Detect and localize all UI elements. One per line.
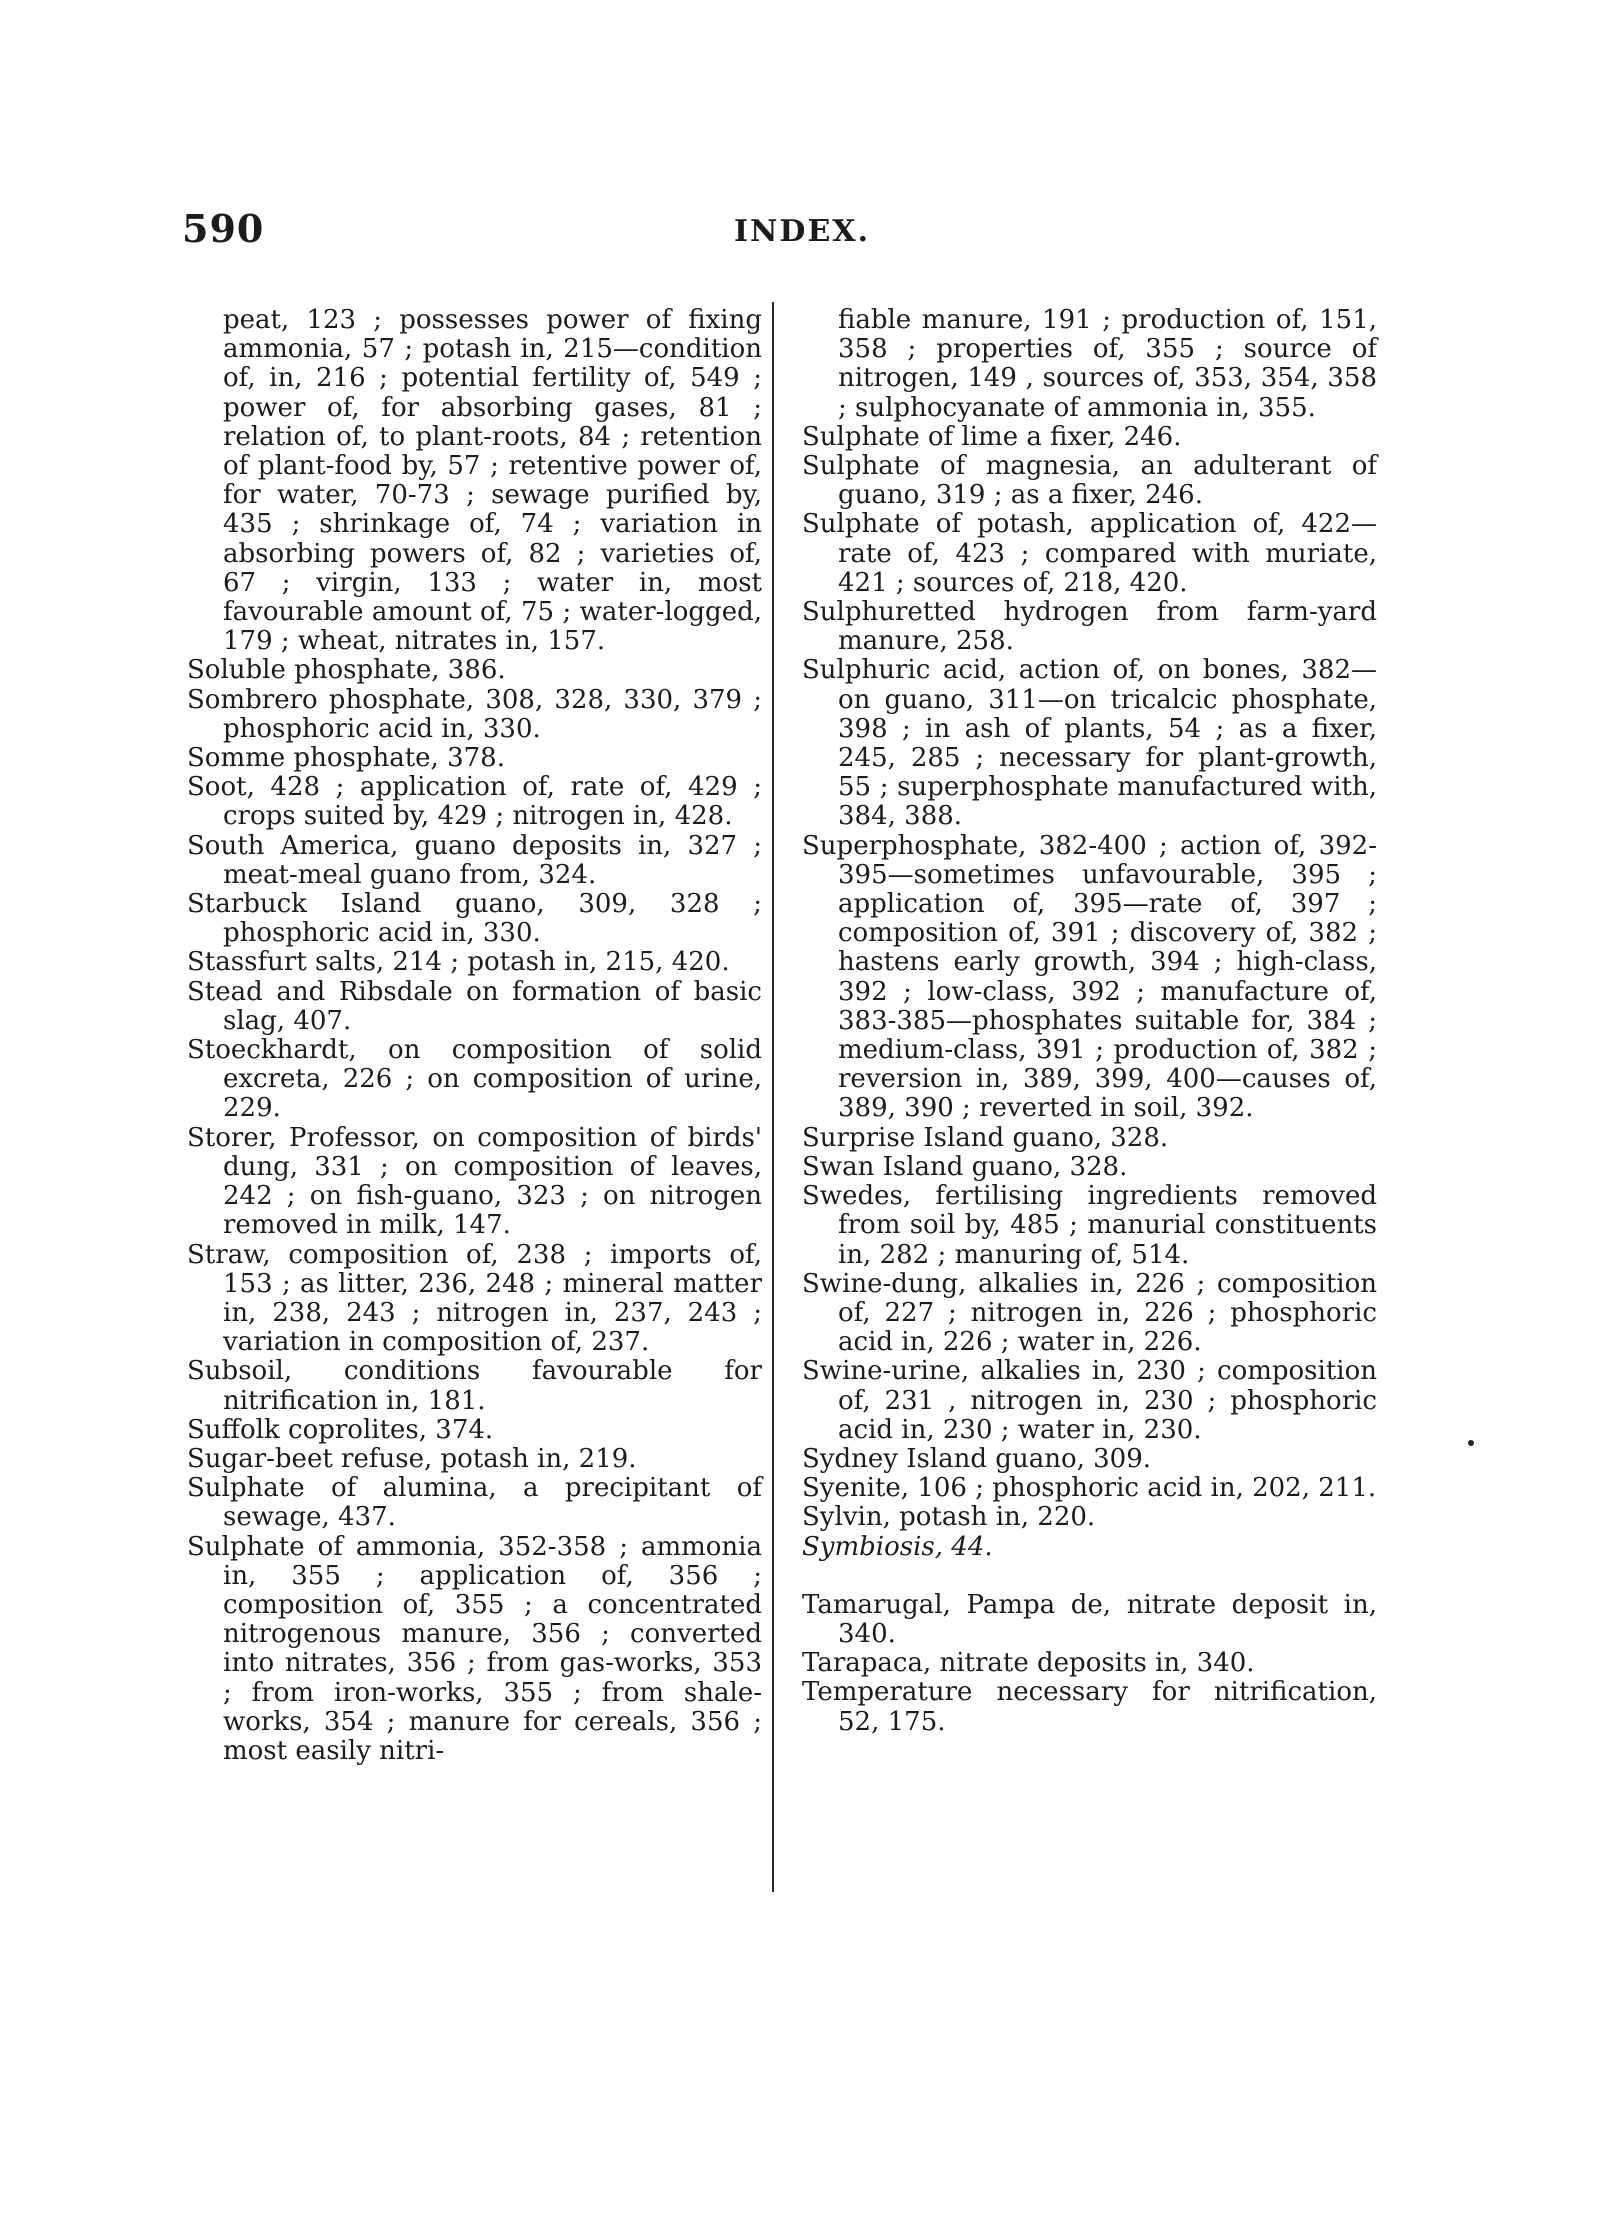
index-entry: Swan Island guano, 328. [802,1151,1128,1182]
running-head: INDEX. [733,214,871,249]
index-entry: Sulphate of alumina, a precipitant of sewage, 437. [187,1473,762,1533]
index-column-right [802,306,1377,1737]
index-entry: Sombrero phosphate, 308, 328, 330, 379 ; phosphoric acid in, 330. [187,684,762,744]
index-entry: Somme phosphate, 378. [187,743,505,774]
index-entry: Storer, Professor, on composition of birds' dung, 331 ; on composition of leaves, 242 ; on fish-guano, 323 ; on nitrogen removed in milk, 147. [187,1122,762,1241]
index-entry: Straw, composition of, 238 ; imports of, 153 ; as litter, 236, 248 ; mineral matter in, 238, 243 ; nitrogen in, 237, 243 ; variation in composition of, 237. [187,1239,762,1358]
index-column-left [187,306,762,1766]
index-entry: Swine-dung, alkalies in, 226 ; composition of, 227 ; nitrogen in, 226 ; phosphoric acid in, 226 ; water in, 226. [802,1268,1377,1358]
index-entry: Symbiosis, 44. [802,1531,993,1562]
index-entry: Tamarugal, Pampa de, nitrate deposit in, 340. [802,1589,1377,1649]
index-entry: Sugar-beet refuse, potash in, 219. [187,1443,637,1474]
column-divider [772,302,774,1892]
index-entry: Sydney Island guano, 309. [802,1443,1152,1474]
index-entry: South America, guano deposits in, 327 ; meat-meal guano from, 324. [187,830,762,890]
index-entry: Stead and Ribsdale on formation of basic slag, 407. [187,976,762,1036]
index-entry-continued: peat, 123 ; possesses power of fixing ammonia, 57 ; potash in, 215—condition of, in, 216 ; potential fertility of, 549 ; power of, for absorbing gases, 81 ; relation of, to plant-roots, 84 ; retention of plant-food by, 57 ; retentive power of, for water, 70-73 ; sewage purified by, 435 ; shrinkage of, 74 ; variation in absorbing powers of, 82 ; varieties of, 67 ; virgin, 133 ; water in, most favourable amount of, 75 ; water-logged, 179 ; wheat, nitrates in, 157. [223,305,762,657]
index-entry: Sulphuretted hydrogen from farm-yard manure, 258. [802,597,1377,657]
index-entry: Swine-urine, alkalies in, 230 ; composition of, 231 , nitrogen in, 230 ; phosphoric acid in, 230 ; water in, 230. [802,1356,1377,1445]
index-entry: Sulphate of lime a fixer, 246. [802,421,1182,452]
index-entry: Sulphuric acid, action of, on bones, 382—on guano, 311—on tricalcic phosphate, 398 ; in ash of plants, 54 ; as a fixer, 245, 285 ; necessary for plant-growth, 55 ; superphosphate manufactured with, 384, 388. [802,655,1377,832]
index-entry: Surprise Island guano, 328. [802,1122,1169,1153]
index-entry: Tarapaca, nitrate deposits in, 340. [802,1648,1255,1679]
page-number: 590 [182,206,265,251]
index-entry: Sulphate of magnesia, an adulterant of guano, 319 ; as a fixer, 246. [802,451,1377,511]
index-entry: Soot, 428 ; application of, rate of, 429 ; crops suited by, 429 ; nitrogen in, 428. [187,772,762,832]
index-entry: Soluble phosphate, 386. [187,655,506,686]
ink-speck [1468,1440,1474,1446]
index-entry: Starbuck Island guano, 309, 328 ; phosphoric acid in, 330. [187,889,762,949]
index-entry: Subsoil, conditions favourable for nitrification in, 181. [187,1356,762,1416]
index-entry: Sulphate of ammonia, 352-358 ; ammonia in, 355 ; application of, 356 ; composition of, 355 ; a concentrated nitrogenous manure, 356 ; converted into nitrates, 356 ; from gas-works, 353 ; from iron-works, 355 ; from shale-works, 354 ; manure for cereals, 356 ; most easily nitri- [187,1531,762,1766]
index-entry: Swedes, fertilising ingredients removed from soil by, 485 ; manurial constituents in, 282 ; manuring of, 514. [802,1181,1377,1270]
index-entry: Stassfurt salts, 214 ; potash in, 215, 420. [187,947,730,978]
index-gap [802,1562,1377,1591]
index-entry: Stoeckhardt, on composition of solid excreta, 226 ; on composition of urine, 229. [187,1035,762,1124]
index-entry: Superphosphate, 382-400 ; action of, 392-395—sometimes unfavourable, 395 ; application of, 395—rate of, 397 ; composition of, 391 ; discovery of, 382 ; hastens early growth, 394 ; high-class, 392 ; low-class, 392 ; manufacture of, 383-385—phosphates suitable for, 384 ; medium-class, 391 ; production of, 382 ; reversion in, 389, 399, 400—causes of, 389, 390 ; reverted in soil, 392. [802,830,1377,1124]
index-entry-continued: fiable manure, 191 ; production of, 151, 358 ; properties of, 355 ; source of nitrogen, 149 , sources of, 353, 354, 358 ; sulphocyanate of ammonia in, 355. [838,305,1377,423]
index-entry: Sulphate of potash, application of, 422—rate of, 423 ; compared with muriate, 421 ; sources of, 218, 420. [802,509,1377,598]
index-entry: Temperature necessary for nitrification, 52, 175. [802,1677,1377,1737]
index-entry: Suffolk coprolites, 374. [187,1414,494,1445]
index-entry: Syenite, 106 ; phosphoric acid in, 202, 211. [802,1473,1377,1504]
index-entry: Sylvin, potash in, 220. [802,1502,1096,1533]
